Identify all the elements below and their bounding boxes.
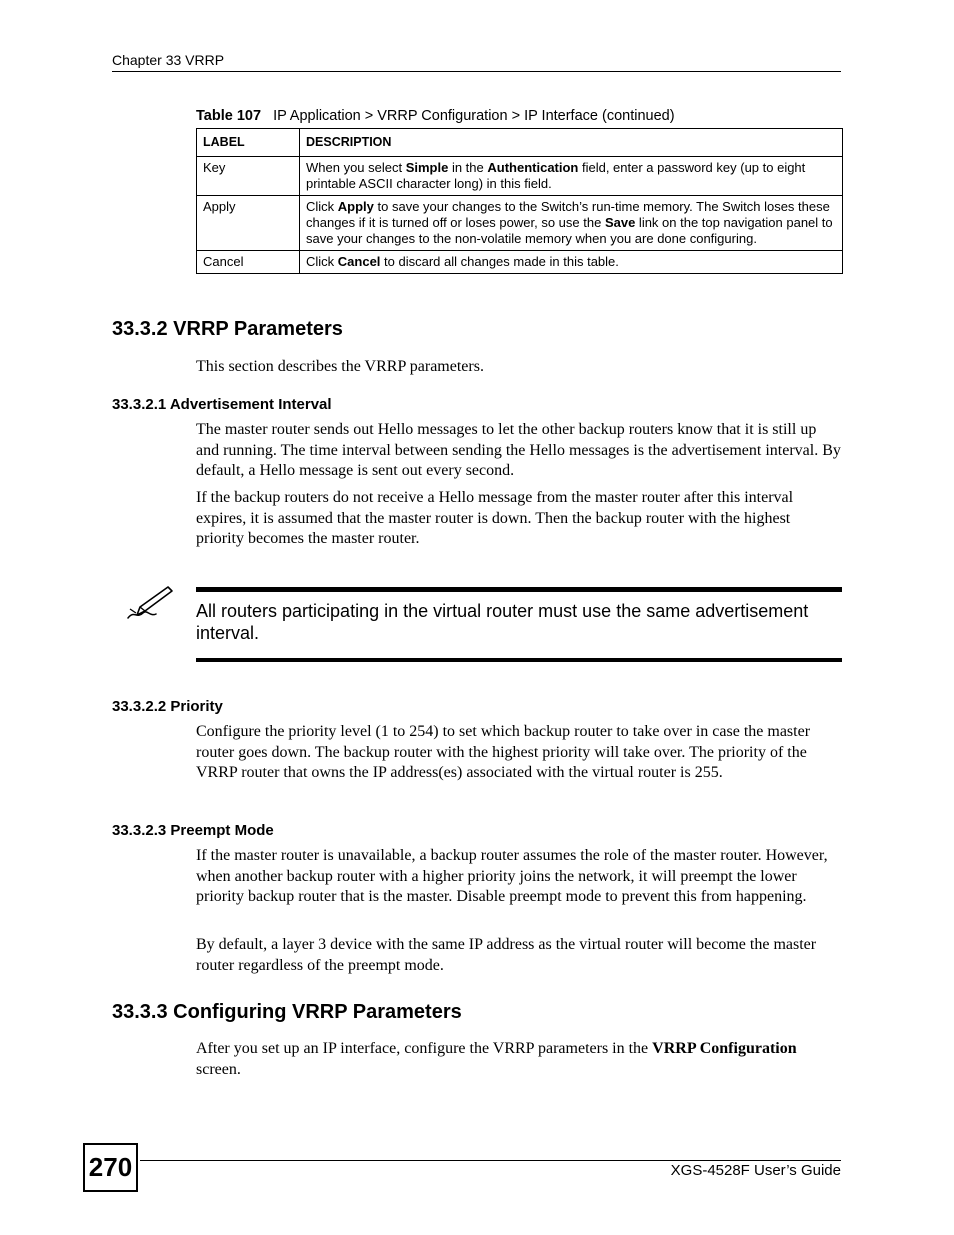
subsection-heading-preempt-mode: 33.3.2.3 Preempt Mode xyxy=(112,822,274,839)
description-text: Click xyxy=(306,199,338,214)
description-ui-term: Simple xyxy=(405,160,449,175)
description-text: link on the top navigation panel to save your changes to the non-volatile memory when you are done configuring. xyxy=(306,215,833,246)
table-caption xyxy=(196,108,675,124)
description-text: Click xyxy=(306,254,338,269)
configuring-text-after: screen. xyxy=(196,1060,241,1078)
row-label: Key xyxy=(197,157,300,196)
subsection-heading-advertisement-interval: 33.3.2.1 Advertisement Interval xyxy=(112,396,332,413)
advertisement-interval-paragraph-2: If the backup routers do not receive a Hello message from the master router after this interval expires, it is assumed that the master router is down. Then the backup router with the highest priority becomes the master router. xyxy=(196,489,794,547)
header-rule xyxy=(112,71,841,72)
description-text: to discard all changes made in this table. xyxy=(380,254,619,269)
note-top-rule xyxy=(196,587,842,592)
guide-title: XGS-4528F User’s Guide xyxy=(670,1162,841,1179)
row-label: Cancel xyxy=(197,251,300,274)
configuring-paragraph xyxy=(196,1039,842,1080)
description-text: in the xyxy=(448,160,488,175)
advertisement-interval-paragraph-1: The master router sends out Hello messages to let the other backup routers know that it is still up and running. The time interval between sending the Hello messages is the advertisement interval. By default, a Hello message is sent out every second. xyxy=(196,421,841,479)
section-heading-configuring-vrrp-parameters: 33.3.3 Configuring VRRP Parameters xyxy=(112,1001,462,1023)
table-body xyxy=(197,157,843,274)
row-description xyxy=(300,157,843,196)
subsection-heading-priority: 33.3.2.2 Priority xyxy=(112,698,223,715)
row-description xyxy=(300,196,843,251)
description-ui-term: Save xyxy=(604,215,636,230)
vrrp-parameters-intro: This section describes the VRRP parameters. xyxy=(196,358,484,375)
vrrp-configuration-screen-name: VRRP Configuration xyxy=(652,1040,797,1057)
preempt-mode-paragraph-1: If the master router is unavailable, a backup router assumes the role of the master router. However, when another backup router with a higher priority joins the network, it will preempt the lower priority backup router that is the master. Disable preempt mode to prevent this from happening. xyxy=(196,847,828,905)
column-header-label: LABEL xyxy=(197,129,300,157)
row-description xyxy=(300,251,843,274)
table-row xyxy=(197,196,843,251)
configuring-text-before: After you set up an IP interface, configure the VRRP parameters in the xyxy=(196,1040,653,1057)
priority-paragraph: Configure the priority level (1 to 254) to set which backup router to take over in case the master router goes down. The backup router with the highest priority will take over. The priority of the VRRP router that owns the IP address(es) associated with the virtual router is 255. xyxy=(196,723,811,781)
note-text: All routers participating in the virtual router must use the same advertisement interval. xyxy=(196,601,809,643)
row-label: Apply xyxy=(197,196,300,251)
section-heading-vrrp-parameters: 33.3.2 VRRP Parameters xyxy=(112,318,343,340)
table-row xyxy=(197,251,843,274)
table-header-row xyxy=(197,129,843,157)
description-text: to save your changes to the Switch’s run-time memory. The Switch loses these changes if it is turned off or loses power, so use the xyxy=(306,199,830,230)
footer-rule xyxy=(140,1160,841,1161)
table-title: IP Application > VRRP Configuration > IP Interface (continued) xyxy=(273,108,675,124)
description-text: When you select xyxy=(306,160,406,175)
column-header-description: DESCRIPTION xyxy=(300,129,843,157)
table-row xyxy=(197,157,843,196)
chapter-header: Chapter 33 VRRP xyxy=(112,52,225,68)
description-ui-term: Cancel xyxy=(337,254,381,269)
note-bottom-rule xyxy=(196,658,842,662)
preempt-mode-paragraph-2: By default, a layer 3 device with the same IP address as the virtual router will become the master router regardless of the preempt mode. xyxy=(196,936,817,974)
description-ui-term: Authentication xyxy=(487,160,579,175)
description-ui-term: Apply xyxy=(337,199,374,214)
page-number: 270 xyxy=(83,1143,138,1192)
parameter-table xyxy=(196,128,843,274)
pen-note-icon xyxy=(124,585,174,621)
description-text: field, enter a password key (up to eight printable ASCII character long) in this field. xyxy=(306,160,806,191)
table-number: Table 107 xyxy=(196,108,262,124)
